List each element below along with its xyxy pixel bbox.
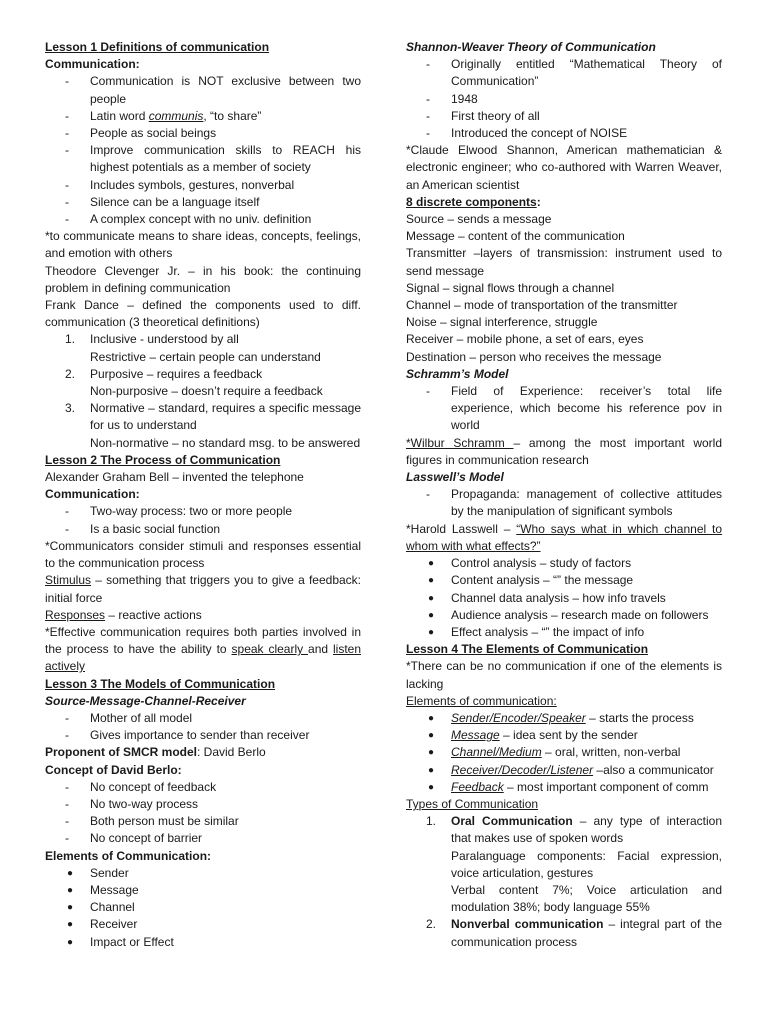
component-line: Source – sends a message: [406, 212, 552, 227]
smcr-title: Source-Message-Channel-Receiver: [45, 693, 246, 708]
responses-note: Responses – reactive actions: [45, 607, 202, 622]
types-list: [406, 813, 722, 951]
list-item: - Improve communication skills to REACH his highest potentials as a member of society: [65, 143, 361, 175]
elements-heading: Elements of Communication:: [45, 848, 212, 863]
bell-note: Alexander Graham Bell – invented the telephone: [45, 470, 304, 485]
component-line: Noise – signal interference, struggle: [406, 315, 598, 330]
list-item: - Mother of all model: [65, 710, 193, 725]
list-item: - Two-way process: two or more people: [65, 504, 293, 519]
list-item: - Is a basic social function: [65, 521, 221, 536]
list-item: ● Receiver: [67, 917, 138, 932]
list-item: 1. Inclusive - understood by all Restrictive – certain people can understand: [65, 332, 321, 364]
lesson4-title: Lesson 4 The Elements of Communication: [406, 642, 649, 657]
list-item: ● Message: [67, 882, 139, 897]
clevenger-note: Theodore Clevenger Jr. – in his book: the continuing problem in defining communication: [45, 263, 361, 295]
list-item: ● Audience analysis – research made on followers: [428, 607, 709, 622]
list-item: ● Channel data analysis – how info travels: [428, 590, 666, 605]
list-item: ● Impact or Effect: [67, 934, 174, 949]
dance-note: Frank Dance – defined the components used to diff. communication (3 theoretical definitions): [45, 298, 361, 330]
communicators-note: *Communicators consider stimuli and responses essential to the communication process: [45, 538, 361, 571]
lesson3-title: Lesson 3 The Models of Communication: [45, 676, 276, 691]
list-item: ● Control analysis – study of factors: [428, 556, 632, 571]
definitions-list: [45, 331, 361, 451]
list-item: ● Sender: [67, 865, 129, 880]
elements-list: [45, 865, 361, 951]
list-item: ● Channel/Medium – oral, written, non-verbal: [428, 745, 681, 760]
communis-term: communis: [148, 108, 204, 123]
harold-note: *Harold Lasswell – “Who says what in which channel to whom with what effects?”: [406, 521, 723, 553]
shannon-weaver-list: [406, 56, 722, 142]
list-item: - Originally entitled “Mathematical Theory of Communication”: [426, 57, 722, 89]
list-item: 2. Purposive – requires a feedback Non-purposive – doesn’t require a feedback: [65, 366, 323, 399]
list-item: - A complex concept with no univ. definition: [65, 212, 312, 227]
list-item: 2. Nonverbal communication – integral part of the communication process: [426, 917, 722, 949]
types-heading: Types of Communication: [406, 796, 539, 811]
list-item: ● Receiver/Decoder/Listener –also a communicator: [428, 762, 714, 777]
schramm-list: [406, 383, 722, 435]
to-communicate-note: *to communicate means to share ideas, concepts, feelings, and emotion with others: [45, 229, 361, 261]
right-column: [406, 39, 722, 951]
component-line: Channel – mode of transportation of the transmitter: [406, 298, 678, 313]
list-item: - No concept of barrier: [65, 831, 203, 846]
list-item: - People as social beings: [65, 126, 217, 141]
elements-list: [406, 710, 722, 796]
list-item: ● Feedback – most important component of comm: [428, 779, 709, 794]
component-line: Destination – person who receives the message: [406, 349, 662, 364]
wilbur-note: *Wilbur Schramm – among the most important world figures in communication research: [406, 435, 722, 467]
claude-note: *Claude Elwood Shannon, American mathematician & electronic engineer; who co-authored with Warren Weaver, an American scientist: [406, 143, 722, 192]
analysis-list: [406, 555, 722, 641]
list-item: - Includes symbols, gestures, nonverbal: [65, 177, 295, 192]
left-column: [45, 39, 361, 951]
smcr-list: [45, 710, 361, 744]
component-line: Message – content of the communication: [406, 229, 625, 244]
communication-list: [45, 73, 361, 228]
list-item: - First theory of all: [426, 108, 540, 123]
lesson1-title: Lesson 1 Definitions of communication: [45, 40, 270, 54]
lasswell-title: Lasswell’s Model: [406, 470, 504, 485]
list-item: ● Sender/Encoder/Speaker – starts the process: [428, 710, 694, 725]
discrete-heading: 8 discrete components:: [406, 194, 541, 209]
component-line: Transmitter –layers of transmission: instrument used to send message: [406, 246, 722, 278]
communication2-list: [45, 503, 361, 537]
list-item: - No concept of feedback: [65, 779, 217, 794]
concept-list: [45, 779, 361, 848]
shannon-weaver-title: Shannon-Weaver Theory of Communication: [406, 40, 656, 54]
stimulus-note: Stimulus – something that triggers you to give a feedback: initial force: [45, 573, 361, 605]
lesson2-title: Lesson 2 The Process of Communication: [45, 452, 281, 467]
list-item: - Both person must be similar: [65, 814, 239, 829]
list-item: - No two-way process: [65, 796, 199, 811]
list-item: ● Channel: [67, 900, 135, 915]
list-item: 3. Normative – standard, requires a specific message for us to understand Non-normative – no standard msg. to be answered: [65, 401, 361, 450]
effective-note: *Effective communication requires both parties involved in the process to have the ability to speak clearly and listen actively: [45, 624, 361, 674]
no-communication-note: *There can be no communication if one of the elements is lacking: [406, 659, 722, 691]
communication2-heading: Communication:: [45, 487, 140, 502]
communication-heading: Communication:: [45, 57, 140, 72]
list-item: ● Message – idea sent by the sender: [428, 728, 638, 743]
elements-heading: Elements of communication:: [406, 693, 557, 708]
proponent-note: Proponent of SMCR model: David Berlo: [45, 745, 266, 760]
schramm-title: Schramm’s Model: [406, 366, 509, 381]
list-item: - Communication is NOT exclusive between two people: [65, 74, 361, 106]
list-item: - Introduced the concept of NOISE: [426, 126, 628, 141]
list-item: - Latin word communis, “to share”: [65, 108, 262, 123]
list-item: ● Effect analysis – “” the impact of info: [428, 624, 645, 639]
concept-heading: Concept of David Berlo:: [45, 762, 182, 777]
list-item: 1. Oral Communication – any type of interaction that makes use of spoken words Paralanguage components: Facial expression, voice articulation, gestures Verbal content 7%; Voice articulation and modulation 38%; body language 55%: [426, 814, 723, 915]
lasswell-list: [406, 486, 722, 520]
list-item: - Silence can be a language itself: [65, 194, 260, 209]
component-line: Receiver – mobile phone, a set of ears, eyes: [406, 332, 644, 347]
list-item: - Field of Experience: receiver’s total life experience, which become his reference pov in world: [426, 384, 722, 433]
list-item: ● Content analysis – “” the message: [428, 573, 634, 588]
list-item: - Gives importance to sender than receiver: [65, 728, 310, 743]
component-line: Signal – signal flows through a channel: [406, 280, 615, 295]
list-item: - 1948: [426, 91, 478, 106]
list-item: - Propaganda: management of collective attitudes by the manipulation of significant symbols: [426, 487, 722, 519]
